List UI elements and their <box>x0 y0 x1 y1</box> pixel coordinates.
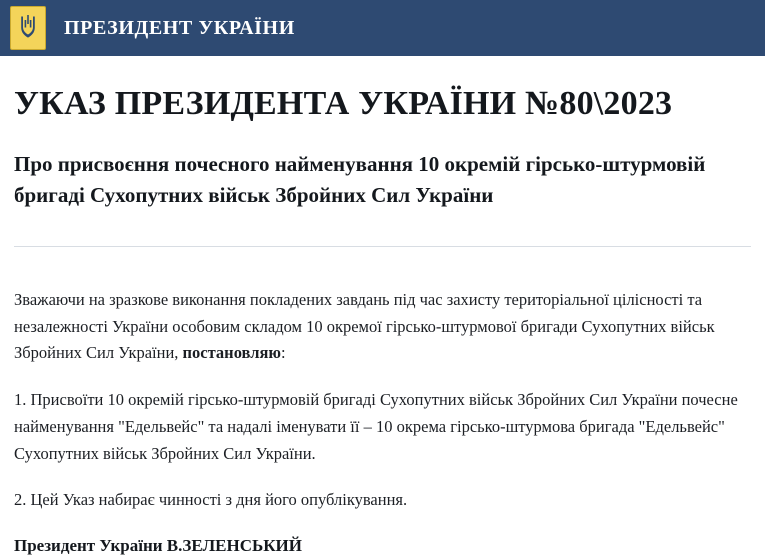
decree-point-1: 1. Присвоїти 10 окремій гірсько-штурмовій бригаді Сухопутних військ Збройних Сил України почесне найменування "Едельвейс" та надалі іменувати її – 10 окрема гірсько-штурмова бригада "Едельвейс" Сухопутних військ Збройних Сил України. <box>14 390 738 463</box>
document-body <box>0 84 765 556</box>
site-header <box>0 0 765 56</box>
header-title: ПРЕЗИДЕНТ УКРАЇНИ <box>64 16 295 39</box>
page-title: УКАЗ ПРЕЗИДЕНТА УКРАЇНИ №80\2023 <box>14 85 673 122</box>
document-subtitle: Про присвоєння почесного найменування 10 окремій гірсько-штурмовій бригаді Сухопутних військ Збройних Сил України <box>14 152 706 207</box>
preamble-lead-text: Зважаючи на зразкове виконання покладених завдань під час захисту територіальної цілісності та незалежності України особовим складом 10 окремої гірсько-штурмової бригади Сухопутних військ Збройних Сил України, <box>14 289 715 363</box>
preamble-tail-text: : <box>281 343 286 363</box>
preamble-keyword: постановляю <box>182 343 282 363</box>
decree-point-2: 2. Цей Указ набирає чинності з дня його опублікування. <box>14 490 408 510</box>
title-divider <box>14 246 751 247</box>
signature-line: Президент України В.ЗЕЛЕНСЬКИЙ <box>14 536 302 555</box>
ukraine-trident-emblem-icon <box>10 6 46 50</box>
preamble-paragraph <box>14 287 751 367</box>
